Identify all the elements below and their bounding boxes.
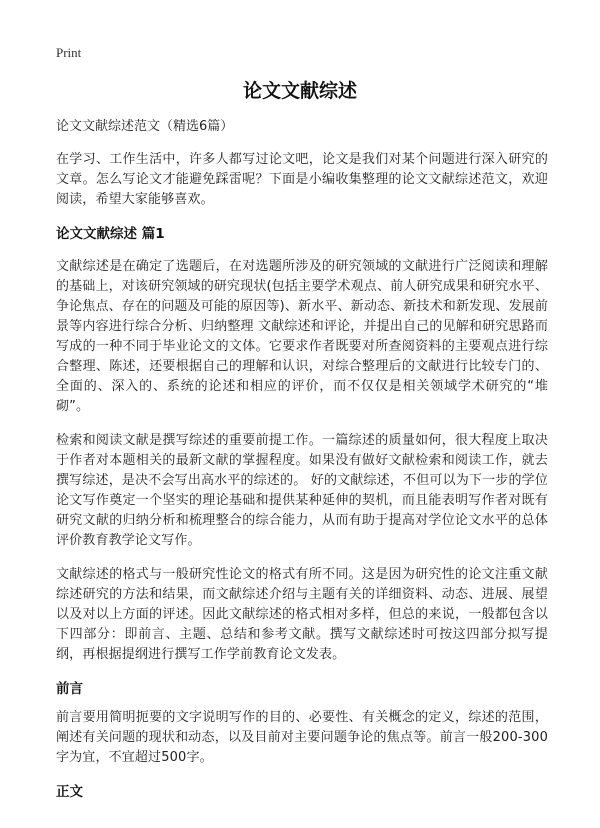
section-1-paragraph-3: 文献综述的格式与一般研究性论文的格式有所不同。这是因为研究性的论文注重文献综述研究的方法和结果，而文献综述介绍与主题有关的详细资料、动态、进展、展望以及对以上方面的评述。因此文献综述的格式相对多样，但总的来说，一般都包含以下四部分：即前言、主题、总结和参考文献。撰写文献综述时可按这四部分拟写提纲，再根据提纲进行撰写工作学前教育论文发表。 bbox=[56, 567, 548, 662]
document-body bbox=[56, 117, 548, 815]
document-subtitle: 论文文献综述范文（精选6篇） bbox=[56, 119, 234, 134]
section-1-paragraph-1: 文献综述是在确定了选题后，在对选题所涉及的研究领域的文献进行广泛阅读和理解的基础上，对该研究领域的研究现状(包括主要学术观点、前人研究成果和研究水平、争论焦点、存在的问题及可能的原因等)、新水平、新动态、新技术和新发现、发展前景等内容进行综合分析、归纳整理 文献综述和评论，并提出自己的见解和研究思路而写成的一种不同于毕业论文的文体。它要求作者既要对所查阅资料的主要观点进行综合整理、陈述，还要根据自己的理解和认识，对综合整理后的文献进行比较专门的、全面的、深入的、系统的论述和相应的评价，而不仅仅是相关领域学术研究的“堆砌”。 bbox=[56, 259, 548, 414]
preface-paragraph: 前言要用简明扼要的文字说明写作的目的、必要性、有关概念的定义，综述的范围，阐述有关问题的现状和动态，以及目前对主要问题争论的焦点等。前言一般200-300字为宜，不宜超过500字。 bbox=[56, 710, 548, 765]
section-1-paragraph-2: 检索和阅读文献是撰写综述的重要前提工作。一篇综述的质量如何，很大程度上取决于作者对本题相关的最新文献的掌握程度。如果没有做好文献检索和阅读工作，就去撰写综述，是决不会写出高水平的综述的。 好的文献综述，不但可以为下一步的学位论文写作奠定一个坚实的理论基础和提供某种延伸的契机，而且能表明写作者对既有研究文献的归纳分析和梳理整合的综合能力，从而有助于提高对学位论文水平的总体评价教育教学论文写作。 bbox=[56, 433, 548, 548]
section-heading-1: 论文文献综述 篇1 bbox=[56, 226, 165, 242]
intro-paragraph: 在学习、工作生活中，许多人都写过论文吧，论文是我们对某个问题进行深入研究的文章。怎么写论文才能避免踩雷呢？下面是小编收集整理的论文文献综述范文，欢迎阅读，希望大家能够喜欢。 bbox=[56, 152, 548, 207]
document-title: 论文文献综述 bbox=[242, 80, 357, 102]
section-heading-body: 正文 bbox=[56, 784, 83, 800]
print-label[interactable]: Print bbox=[56, 45, 82, 60]
section-heading-preface: 前言 bbox=[56, 681, 83, 697]
